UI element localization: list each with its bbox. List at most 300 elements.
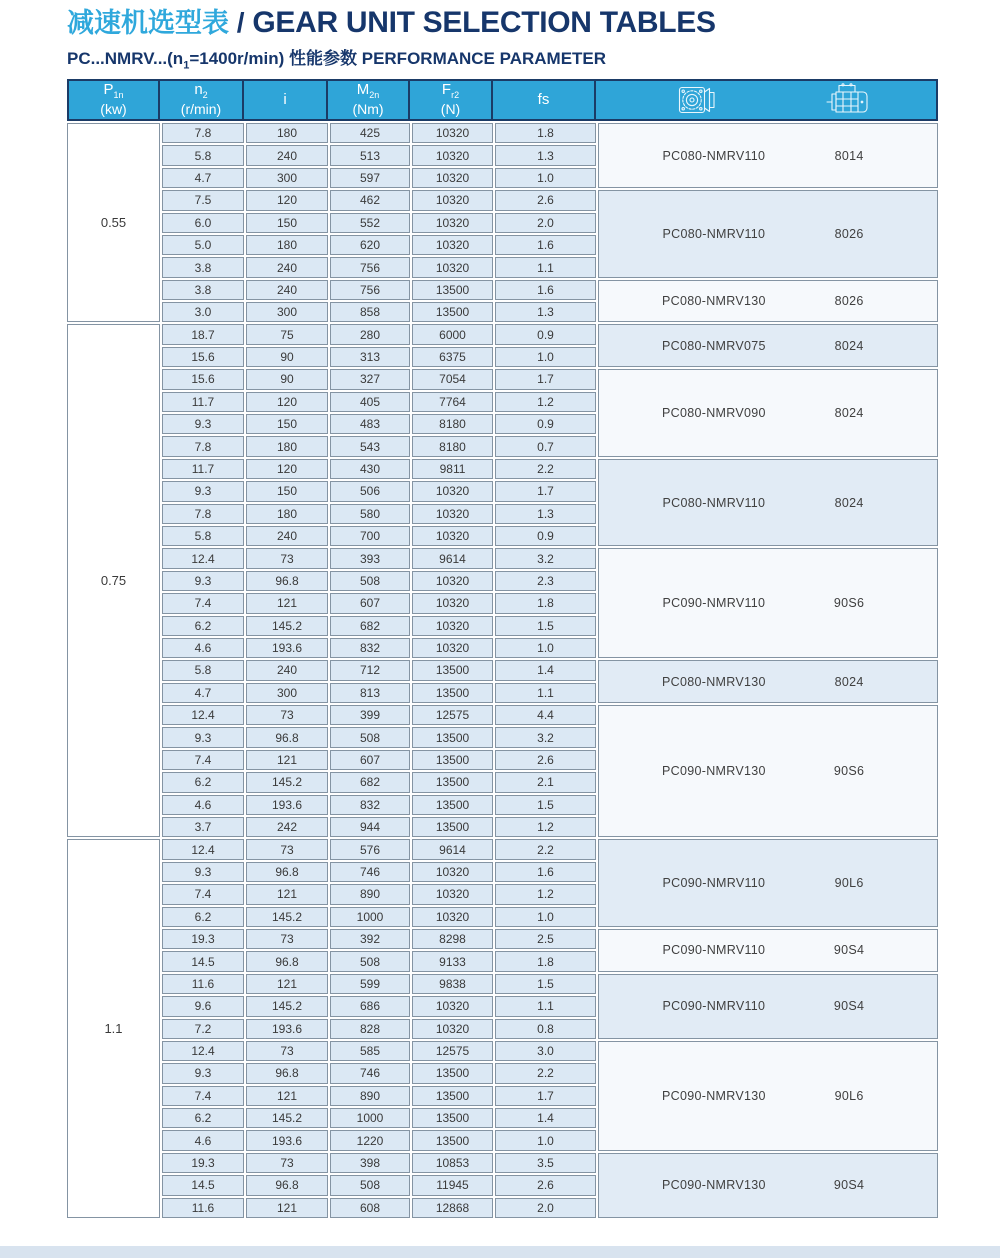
data-cell: 1.2 bbox=[495, 817, 596, 837]
data-cell: 4.6 bbox=[162, 638, 244, 658]
data-cell: 121 bbox=[246, 884, 328, 904]
data-cell: 1.6 bbox=[495, 862, 596, 882]
col-header-output-speed bbox=[160, 81, 244, 119]
data-cell: 1220 bbox=[330, 1130, 410, 1150]
data-cell: 4.6 bbox=[162, 1130, 244, 1150]
data-cell: 121 bbox=[246, 1198, 328, 1218]
col-header-unit: (kw) bbox=[100, 101, 127, 117]
data-cell: 682 bbox=[330, 772, 410, 792]
data-cell: 7.8 bbox=[162, 504, 244, 524]
model-group-cell bbox=[598, 324, 938, 367]
data-cell: 75 bbox=[246, 324, 328, 344]
data-cell: 543 bbox=[330, 436, 410, 456]
data-cell: 13500 bbox=[412, 683, 493, 703]
data-cell: 599 bbox=[330, 974, 410, 994]
data-cell: 2.2 bbox=[495, 459, 596, 479]
data-cell: 1.5 bbox=[495, 974, 596, 994]
data-cell: 240 bbox=[246, 280, 328, 300]
data-cell: 0.9 bbox=[495, 414, 596, 434]
data-cell: 10320 bbox=[412, 862, 493, 882]
data-cell: 2.0 bbox=[495, 213, 596, 233]
data-cell: 180 bbox=[246, 123, 328, 143]
data-cell: 9.6 bbox=[162, 996, 244, 1016]
data-cell: 1.3 bbox=[495, 145, 596, 165]
data-cell: 1000 bbox=[330, 907, 410, 927]
model-group-cell bbox=[598, 929, 938, 972]
data-cell: 12575 bbox=[412, 1041, 493, 1061]
data-cell: 1.0 bbox=[495, 168, 596, 188]
data-cell: 1.1 bbox=[495, 683, 596, 703]
model-group-cell bbox=[598, 974, 938, 1039]
data-cell: 0.9 bbox=[495, 526, 596, 546]
data-cell: 858 bbox=[330, 302, 410, 322]
data-cell: 6.2 bbox=[162, 616, 244, 636]
data-cell: 96.8 bbox=[246, 727, 328, 747]
data-cell: 145.2 bbox=[246, 907, 328, 927]
data-cell: 607 bbox=[330, 593, 410, 613]
gear-unit-icon bbox=[678, 84, 718, 116]
gear-unit-model: PC090-NMRV110 bbox=[662, 999, 766, 1014]
data-cell: 13500 bbox=[412, 280, 493, 300]
data-cell: 73 bbox=[246, 839, 328, 859]
data-cell: 1.4 bbox=[495, 1108, 596, 1128]
data-cell: 121 bbox=[246, 1086, 328, 1106]
data-cell: 10320 bbox=[412, 884, 493, 904]
motor-size: 8024 bbox=[834, 495, 864, 510]
gear-unit-model: PC080-NMRV090 bbox=[662, 406, 766, 421]
data-cell: 430 bbox=[330, 459, 410, 479]
data-cell: 9614 bbox=[412, 548, 493, 568]
data-cell: 8180 bbox=[412, 436, 493, 456]
data-cell: 4.4 bbox=[495, 705, 596, 725]
col-header-subscript: r2 bbox=[451, 90, 460, 100]
col-header-symbol: n bbox=[194, 81, 203, 98]
data-cell: 10853 bbox=[412, 1153, 493, 1173]
data-cell: 1.0 bbox=[495, 907, 596, 927]
gear-unit-model: PC090-NMRV110 bbox=[662, 876, 766, 891]
data-cell: 12.4 bbox=[162, 839, 244, 859]
model-group-cell bbox=[598, 369, 938, 457]
data-cell: 393 bbox=[330, 548, 410, 568]
data-cell: 6000 bbox=[412, 324, 493, 344]
model-group-cell bbox=[598, 123, 938, 188]
data-cell: 1.0 bbox=[495, 347, 596, 367]
data-cell: 9838 bbox=[412, 974, 493, 994]
data-cell: 10320 bbox=[412, 571, 493, 591]
data-cell: 608 bbox=[330, 1198, 410, 1218]
title-separator: / bbox=[229, 7, 253, 38]
data-cell: 12.4 bbox=[162, 1041, 244, 1061]
data-cell: 327 bbox=[330, 369, 410, 389]
data-cell: 10320 bbox=[412, 213, 493, 233]
data-cell: 12.4 bbox=[162, 705, 244, 725]
data-cell: 756 bbox=[330, 280, 410, 300]
data-cell: 506 bbox=[330, 481, 410, 501]
data-cell: 96.8 bbox=[246, 862, 328, 882]
data-cell: 15.6 bbox=[162, 369, 244, 389]
data-cell: 180 bbox=[246, 235, 328, 255]
data-cell: 11945 bbox=[412, 1175, 493, 1195]
data-cell: 7.4 bbox=[162, 593, 244, 613]
data-cell: 1.3 bbox=[495, 504, 596, 524]
data-cell: 746 bbox=[330, 1063, 410, 1083]
data-cell: 14.5 bbox=[162, 1175, 244, 1195]
data-cell: 96.8 bbox=[246, 951, 328, 971]
data-cell: 746 bbox=[330, 862, 410, 882]
data-cell: 10320 bbox=[412, 638, 493, 658]
col-header-symbol: fs bbox=[537, 91, 550, 108]
gear-unit-model: PC090-NMRV110 bbox=[662, 943, 766, 958]
data-cell: 120 bbox=[246, 392, 328, 412]
data-cell: 508 bbox=[330, 571, 410, 591]
data-cell: 10320 bbox=[412, 526, 493, 546]
data-cell: 2.6 bbox=[495, 750, 596, 770]
model-group-cell bbox=[598, 1041, 938, 1151]
footer-band bbox=[0, 1246, 1000, 1258]
data-cell: 9133 bbox=[412, 951, 493, 971]
data-cell: 3.8 bbox=[162, 280, 244, 300]
subtitle-suffix: =1400r/min) 性能参数 PERFORMANCE PARAMETER bbox=[189, 49, 607, 68]
subtitle-prefix: PC...NMRV...(n bbox=[67, 49, 184, 68]
data-cell: 700 bbox=[330, 526, 410, 546]
data-cell: 9.3 bbox=[162, 571, 244, 591]
data-cell: 9.3 bbox=[162, 481, 244, 501]
data-cell: 607 bbox=[330, 750, 410, 770]
power-cell: 0.55 bbox=[67, 123, 160, 322]
data-cell: 7054 bbox=[412, 369, 493, 389]
data-cell: 2.6 bbox=[495, 190, 596, 210]
col-header-models bbox=[596, 81, 936, 119]
data-cell: 10320 bbox=[412, 616, 493, 636]
motor-size: 90S4 bbox=[833, 1178, 865, 1193]
data-cell: 832 bbox=[330, 795, 410, 815]
model-group-cell bbox=[598, 1153, 938, 1218]
data-cell: 10320 bbox=[412, 1019, 493, 1039]
data-cell: 1.1 bbox=[495, 257, 596, 277]
data-cell: 513 bbox=[330, 145, 410, 165]
data-cell: 13500 bbox=[412, 727, 493, 747]
data-cell: 5.8 bbox=[162, 145, 244, 165]
model-group-cell bbox=[598, 459, 938, 547]
data-cell: 13500 bbox=[412, 750, 493, 770]
data-cell: 10320 bbox=[412, 235, 493, 255]
data-cell: 7.2 bbox=[162, 1019, 244, 1039]
data-cell: 5.0 bbox=[162, 235, 244, 255]
data-cell: 15.6 bbox=[162, 347, 244, 367]
col-header-unit: (Nm) bbox=[352, 101, 384, 117]
data-cell: 4.7 bbox=[162, 683, 244, 703]
col-header-unit: (N) bbox=[440, 101, 461, 117]
data-cell: 120 bbox=[246, 459, 328, 479]
data-cell: 9811 bbox=[412, 459, 493, 479]
motor-size: 8024 bbox=[834, 338, 864, 353]
model-group-cell bbox=[598, 660, 938, 703]
motor-size: 8024 bbox=[834, 674, 864, 689]
col-header-service-factor bbox=[493, 81, 596, 119]
data-cell: 12868 bbox=[412, 1198, 493, 1218]
data-cell: 19.3 bbox=[162, 1153, 244, 1173]
data-cell: 483 bbox=[330, 414, 410, 434]
data-cell: 890 bbox=[330, 884, 410, 904]
data-cell: 1.6 bbox=[495, 235, 596, 255]
data-cell: 425 bbox=[330, 123, 410, 143]
data-cell: 1.4 bbox=[495, 660, 596, 680]
data-cell: 145.2 bbox=[246, 1108, 328, 1128]
data-cell: 11.7 bbox=[162, 392, 244, 412]
col-header-subscript: 2 bbox=[202, 90, 208, 100]
data-cell: 7764 bbox=[412, 392, 493, 412]
data-cell: 145.2 bbox=[246, 996, 328, 1016]
model-group-cell bbox=[598, 839, 938, 927]
motor-size: 90S6 bbox=[833, 764, 865, 779]
data-cell: 10320 bbox=[412, 168, 493, 188]
data-cell: 462 bbox=[330, 190, 410, 210]
data-cell: 813 bbox=[330, 683, 410, 703]
data-cell: 4.7 bbox=[162, 168, 244, 188]
data-cell: 9.3 bbox=[162, 727, 244, 747]
data-cell: 1.5 bbox=[495, 616, 596, 636]
data-cell: 300 bbox=[246, 683, 328, 703]
col-header-symbol: M bbox=[356, 81, 370, 98]
data-cell: 620 bbox=[330, 235, 410, 255]
col-header-radial-load bbox=[410, 81, 493, 119]
data-cell: 3.0 bbox=[162, 302, 244, 322]
data-cell: 712 bbox=[330, 660, 410, 680]
data-cell: 3.5 bbox=[495, 1153, 596, 1173]
data-cell: 552 bbox=[330, 213, 410, 233]
data-cell: 73 bbox=[246, 929, 328, 949]
data-cell: 0.7 bbox=[495, 436, 596, 456]
gear-unit-model: PC080-NMRV110 bbox=[662, 495, 766, 510]
data-cell: 193.6 bbox=[246, 1019, 328, 1039]
data-cell: 508 bbox=[330, 951, 410, 971]
page-title-english: GEAR UNIT SELECTION TABLES bbox=[252, 6, 716, 39]
data-cell: 18.7 bbox=[162, 324, 244, 344]
data-cell: 14.5 bbox=[162, 951, 244, 971]
gear-unit-model: PC080-NMRV130 bbox=[662, 294, 766, 309]
data-cell: 150 bbox=[246, 414, 328, 434]
data-cell: 13500 bbox=[412, 772, 493, 792]
data-cell: 944 bbox=[330, 817, 410, 837]
data-cell: 193.6 bbox=[246, 638, 328, 658]
data-cell: 0.8 bbox=[495, 1019, 596, 1039]
data-cell: 10320 bbox=[412, 996, 493, 1016]
data-cell: 398 bbox=[330, 1153, 410, 1173]
data-cell: 2.5 bbox=[495, 929, 596, 949]
data-cell: 1.0 bbox=[495, 1130, 596, 1150]
data-cell: 399 bbox=[330, 705, 410, 725]
data-cell: 2.3 bbox=[495, 571, 596, 591]
col-header-ratio bbox=[244, 81, 328, 119]
col-header-symbol: F bbox=[441, 81, 452, 98]
data-cell: 180 bbox=[246, 504, 328, 524]
data-cell: 120 bbox=[246, 190, 328, 210]
data-cell: 10320 bbox=[412, 504, 493, 524]
motor-size: 8024 bbox=[834, 406, 864, 421]
page-title bbox=[67, 2, 716, 42]
data-cell: 576 bbox=[330, 839, 410, 859]
data-cell: 96.8 bbox=[246, 571, 328, 591]
table-header-row bbox=[67, 79, 938, 121]
power-cell: 1.1 bbox=[67, 839, 160, 1218]
data-cell: 6.2 bbox=[162, 907, 244, 927]
subtitle-subscript: 1 bbox=[183, 59, 190, 72]
data-cell: 10320 bbox=[412, 907, 493, 927]
data-cell: 392 bbox=[330, 929, 410, 949]
data-cell: 9.3 bbox=[162, 862, 244, 882]
data-cell: 2.2 bbox=[495, 839, 596, 859]
data-cell: 1.8 bbox=[495, 123, 596, 143]
data-cell: 10320 bbox=[412, 190, 493, 210]
data-cell: 13500 bbox=[412, 302, 493, 322]
data-cell: 682 bbox=[330, 616, 410, 636]
data-cell: 73 bbox=[246, 1041, 328, 1061]
data-cell: 3.0 bbox=[495, 1041, 596, 1061]
data-cell: 828 bbox=[330, 1019, 410, 1039]
motor-size: 90L6 bbox=[834, 1088, 864, 1103]
data-cell: 96.8 bbox=[246, 1063, 328, 1083]
data-cell: 10320 bbox=[412, 257, 493, 277]
data-cell: 193.6 bbox=[246, 795, 328, 815]
gear-unit-model: PC090-NMRV110 bbox=[662, 596, 766, 611]
motor-size: 90L6 bbox=[834, 876, 864, 891]
motor-size: 8026 bbox=[834, 226, 864, 241]
col-header-input-power bbox=[69, 81, 160, 119]
model-group-cell bbox=[598, 548, 938, 658]
data-cell: 11.6 bbox=[162, 1198, 244, 1218]
col-header-subscript: 2n bbox=[369, 90, 380, 100]
data-cell: 10320 bbox=[412, 593, 493, 613]
data-cell: 1.2 bbox=[495, 884, 596, 904]
data-cell: 597 bbox=[330, 168, 410, 188]
data-cell: 1.8 bbox=[495, 593, 596, 613]
data-cell: 7.8 bbox=[162, 123, 244, 143]
data-cell: 300 bbox=[246, 302, 328, 322]
data-cell: 240 bbox=[246, 257, 328, 277]
data-cell: 121 bbox=[246, 593, 328, 613]
data-cell: 756 bbox=[330, 257, 410, 277]
gear-unit-model: PC080-NMRV110 bbox=[662, 226, 766, 241]
gear-unit-model: PC080-NMRV075 bbox=[662, 338, 766, 353]
data-cell: 1.3 bbox=[495, 302, 596, 322]
data-cell: 19.3 bbox=[162, 929, 244, 949]
data-cell: 2.6 bbox=[495, 1175, 596, 1195]
data-cell: 1.2 bbox=[495, 392, 596, 412]
data-cell: 6.2 bbox=[162, 772, 244, 792]
data-cell: 405 bbox=[330, 392, 410, 412]
data-cell: 7.4 bbox=[162, 1086, 244, 1106]
data-cell: 7.5 bbox=[162, 190, 244, 210]
data-cell: 145.2 bbox=[246, 616, 328, 636]
gear-unit-model: PC090-NMRV130 bbox=[662, 1178, 766, 1193]
data-cell: 7.4 bbox=[162, 884, 244, 904]
data-cell: 73 bbox=[246, 548, 328, 568]
data-cell: 121 bbox=[246, 750, 328, 770]
table-body bbox=[67, 123, 938, 1218]
data-cell: 832 bbox=[330, 638, 410, 658]
data-cell: 585 bbox=[330, 1041, 410, 1061]
data-cell: 96.8 bbox=[246, 1175, 328, 1195]
data-cell: 13500 bbox=[412, 817, 493, 837]
data-cell: 121 bbox=[246, 974, 328, 994]
data-cell: 3.2 bbox=[495, 727, 596, 747]
data-cell: 3.8 bbox=[162, 257, 244, 277]
data-cell: 890 bbox=[330, 1086, 410, 1106]
data-cell: 1.6 bbox=[495, 280, 596, 300]
model-group-cell bbox=[598, 280, 938, 323]
data-cell: 11.7 bbox=[162, 459, 244, 479]
data-cell: 90 bbox=[246, 347, 328, 367]
data-cell: 8298 bbox=[412, 929, 493, 949]
model-group-cell bbox=[598, 190, 938, 278]
motor-size: 90S4 bbox=[833, 999, 865, 1014]
gear-unit-model: PC090-NMRV130 bbox=[662, 1088, 766, 1103]
data-cell: 686 bbox=[330, 996, 410, 1016]
data-cell: 145.2 bbox=[246, 772, 328, 792]
power-cell: 0.75 bbox=[67, 324, 160, 837]
data-cell: 180 bbox=[246, 436, 328, 456]
data-cell: 13500 bbox=[412, 1063, 493, 1083]
data-cell: 580 bbox=[330, 504, 410, 524]
data-cell: 508 bbox=[330, 1175, 410, 1195]
data-cell: 2.0 bbox=[495, 1198, 596, 1218]
col-header-unit: (r/min) bbox=[180, 101, 222, 117]
data-cell: 3.7 bbox=[162, 817, 244, 837]
data-cell: 10320 bbox=[412, 145, 493, 165]
data-cell: 12.4 bbox=[162, 548, 244, 568]
data-cell: 1.8 bbox=[495, 951, 596, 971]
data-cell: 150 bbox=[246, 213, 328, 233]
data-cell: 240 bbox=[246, 145, 328, 165]
data-cell: 1000 bbox=[330, 1108, 410, 1128]
data-cell: 240 bbox=[246, 660, 328, 680]
data-cell: 1.0 bbox=[495, 638, 596, 658]
motor-size: 8026 bbox=[834, 294, 864, 309]
data-cell: 11.6 bbox=[162, 974, 244, 994]
data-cell: 7.8 bbox=[162, 436, 244, 456]
gear-unit-model: PC080-NMRV130 bbox=[662, 674, 766, 689]
data-cell: 13500 bbox=[412, 1130, 493, 1150]
gear-unit-model: PC080-NMRV110 bbox=[662, 148, 766, 163]
data-cell: 3.2 bbox=[495, 548, 596, 568]
data-cell: 313 bbox=[330, 347, 410, 367]
data-cell: 242 bbox=[246, 817, 328, 837]
data-cell: 13500 bbox=[412, 1108, 493, 1128]
data-cell: 5.8 bbox=[162, 660, 244, 680]
page-title-chinese: 减速机选型表 bbox=[67, 8, 229, 38]
gear-unit-model: PC090-NMRV130 bbox=[662, 764, 766, 779]
data-cell: 12575 bbox=[412, 705, 493, 725]
model-group-cell bbox=[598, 705, 938, 837]
data-cell: 13500 bbox=[412, 1086, 493, 1106]
data-cell: 6.0 bbox=[162, 213, 244, 233]
data-cell: 10320 bbox=[412, 123, 493, 143]
data-cell: 0.9 bbox=[495, 324, 596, 344]
data-cell: 150 bbox=[246, 481, 328, 501]
col-header-output-torque bbox=[328, 81, 410, 119]
col-header-symbol: i bbox=[283, 91, 287, 108]
data-cell: 240 bbox=[246, 526, 328, 546]
data-cell: 6375 bbox=[412, 347, 493, 367]
data-cell: 1.7 bbox=[495, 481, 596, 501]
data-cell: 2.2 bbox=[495, 1063, 596, 1083]
data-cell: 73 bbox=[246, 1153, 328, 1173]
data-cell: 5.8 bbox=[162, 526, 244, 546]
data-cell: 73 bbox=[246, 705, 328, 725]
data-cell: 9.3 bbox=[162, 414, 244, 434]
data-cell: 1.1 bbox=[495, 996, 596, 1016]
data-cell: 90 bbox=[246, 369, 328, 389]
